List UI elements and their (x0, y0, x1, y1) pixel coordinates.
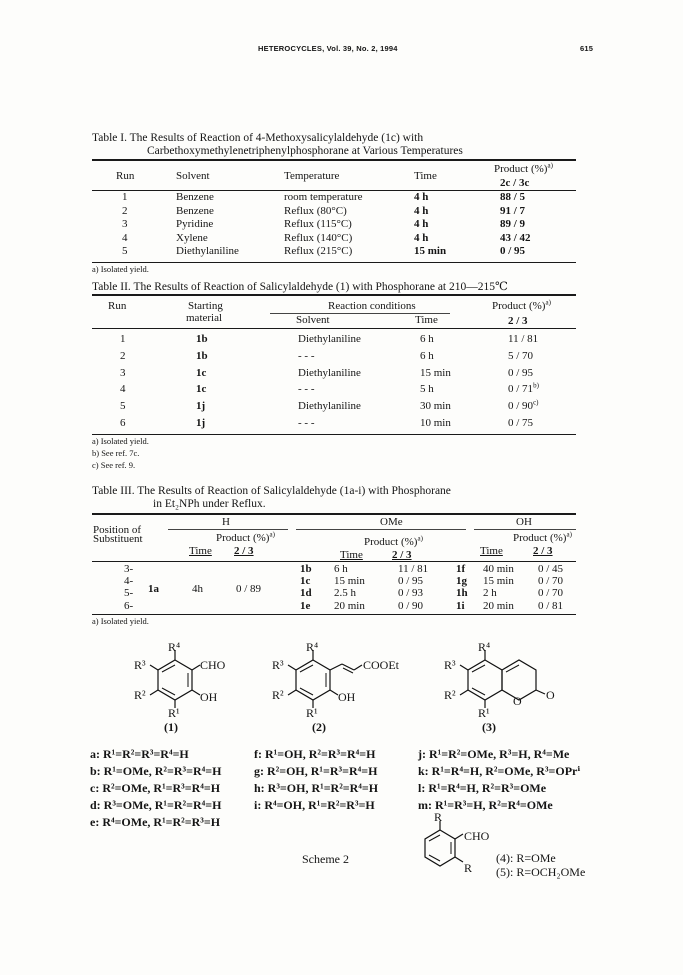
page-number: 615 (580, 44, 594, 53)
substituent-definition: k: R¹=R⁴=H, R²=OMe, R³=OPrⁱ (418, 764, 581, 778)
table3-cell-oh-time: 15 min (483, 575, 514, 588)
table1-cell-time: 4 h (414, 204, 429, 217)
table3-cell-ome-time: 20 min (334, 599, 365, 612)
table3-cell-position: 3- (124, 563, 134, 575)
table3-ome-product-header: Product (%)$^{a)}$ (364, 534, 423, 548)
table1-cell-temperature: Reflux (140°C) (284, 231, 353, 244)
table1-cell-product: 88 / 5 (500, 191, 526, 203)
substituent-definition: f: R¹=OH, R²=R³=R⁴=H (254, 747, 376, 761)
table3-h-time-header: Time (189, 545, 212, 557)
table2-cell-time: 6 h (420, 349, 434, 362)
table1-cell-run: 2 (122, 204, 128, 217)
c3-r3-label: R³ (444, 658, 456, 672)
table3-ome-ratio-header: 2 / 3 (392, 549, 412, 561)
table2-header-ratio: 2 / 3 (508, 315, 528, 327)
table1-cell-temperature: Reflux (115°C) (284, 218, 352, 231)
table2-header-product: Product (%)$^{a)}$ (492, 298, 551, 312)
table1-cell-solvent: Diethylaniline (176, 245, 239, 258)
table2-mid-rule (92, 328, 576, 329)
table3-cell-ome-product: 0 / 90 (398, 599, 424, 612)
journal-header: HETEROCYCLES, Vol. 39, No. 2, 1994 (258, 44, 398, 53)
table2-bottom-rule (92, 434, 576, 435)
compound-4-definition: (4): R=OMe (496, 851, 556, 865)
table2-cell-time: 10 min (420, 417, 451, 429)
table3-cell-ome-product: 11 / 81 (398, 563, 429, 575)
table1-cell-product: 0 / 95 (500, 245, 526, 258)
table2-cell-product: 0 / 71$^{b)}$ (508, 381, 539, 396)
c3-r2-label: R² (444, 688, 456, 702)
table2-cell-product: 0 / 95 (508, 366, 534, 379)
table1-cell-temperature: room temperature (284, 191, 363, 203)
c2-r3-label: R³ (272, 658, 284, 672)
c4-top-r-label: R (434, 810, 443, 824)
table3-bottom-rule (92, 614, 576, 615)
table1-cell-product: 89 / 9 (500, 218, 526, 231)
table2-cell-material: 1c (196, 383, 207, 396)
substituent-definition: c: R²=OMe, R¹=R³=R⁴=H (90, 781, 221, 795)
compound-2-label: (2) (312, 720, 326, 734)
table2-top-rule (92, 294, 576, 296)
table3-h-ratio-header: 2 / 3 (234, 545, 254, 557)
table2-cell-product: 11 / 81 (508, 333, 539, 345)
table3-caption-line2: in Et₂NPh under Reflux. (153, 498, 266, 510)
table3-cell-ome-time: 2.5 h (334, 587, 356, 600)
table2-cell-solvent: Diethylaniline (298, 400, 361, 413)
c1-cho-label: CHO (200, 658, 226, 672)
table3-header-h: H (222, 516, 230, 528)
table1-caption: Table I. The Results of Reaction of 4-Methoxysalicylaldehyde (1c) with (92, 132, 424, 144)
table2-footnote-b: b) See ref. 7c. (92, 448, 140, 458)
substituent-definition: a: R¹=R²=R³=R⁴=H (90, 747, 189, 761)
substituent-definition: g: R²=OH, R¹=R³=R⁴=H (254, 764, 378, 778)
table1-cell-product: 43 / 42 (500, 231, 531, 244)
table3-cell-oh-time: 40 min (483, 563, 514, 575)
table3-ome-time-header: Time (340, 549, 363, 561)
substituent-definition: m: R¹=R³=H, R²=R⁴=OMe (418, 798, 553, 812)
substituent-definition: l: R¹=R⁴=H, R²=R³=OMe (418, 781, 547, 795)
table3-header-position: Position of Substituent (93, 524, 143, 545)
table2-cell-run: 6 (120, 417, 126, 429)
table3-cell-oh-compound: 1i (456, 599, 465, 612)
table3-oh-ratio-header: 2 / 3 (533, 545, 553, 557)
substituent-definition: h: R³=OH, R¹=R²=R⁴=H (254, 781, 379, 795)
table3-mid-rule (92, 561, 576, 562)
compound-4-5-structure (405, 815, 485, 885)
table2-cell-solvent: - - - (298, 417, 315, 429)
substituent-definition: d: R³=OMe, R¹=R²=R⁴=H (90, 798, 222, 812)
compound-2-structure (258, 638, 398, 733)
table1-cell-run: 4 (122, 231, 128, 244)
table1-cell-time: 4 h (414, 218, 429, 231)
table2-caption: Table II. The Results of Reaction of Salicylaldehyde (1) with Phosphorane at 210—215℃ (92, 281, 508, 293)
table1-caption-line2: Carbethoxymethylenetriphenylphosphorane at Various Temperatures (147, 145, 463, 157)
table2-cell-product: 0 / 75 (508, 417, 534, 429)
table3-h-product: 0 / 89 (236, 583, 262, 595)
table3-oh-product-header: Product (%)$^{a)}$ (513, 530, 572, 544)
table2-cell-material: 1j (196, 400, 206, 413)
table3-h-time: 4h (192, 583, 203, 595)
c4-bottom-r-label: R (464, 861, 473, 875)
table3-header-oh: OH (516, 516, 532, 528)
table2-cell-solvent: Diethylaniline (298, 366, 361, 379)
c2-oh-label: OH (338, 690, 356, 704)
table2-cell-material: 1b (196, 333, 208, 345)
table2-cell-material: 1j (196, 417, 206, 429)
table1-top-rule (92, 159, 576, 161)
table2-cell-solvent: Diethylaniline (298, 333, 361, 345)
table2-cell-run: 4 (120, 383, 126, 396)
table3-h-compound: 1a (148, 583, 159, 595)
table3-cell-oh-product: 0 / 81 (538, 599, 564, 612)
table1-cell-solvent: Benzene (176, 191, 214, 203)
table2-header-material: material (186, 312, 223, 324)
table2-cell-time: 30 min (420, 400, 451, 413)
table1-header-product: Product (%)$^{a)}$ (494, 161, 553, 175)
table1-footnote: a) Isolated yield. (92, 264, 149, 274)
table3-top-rule (92, 513, 576, 515)
c1-r4-label: R⁴ (168, 640, 181, 654)
substituent-definition: b: R¹=OMe, R²=R³=R⁴=H (90, 764, 222, 778)
c1-r1-label: R¹ (168, 706, 180, 720)
table2-footnote-c: c) See ref. 9. (92, 460, 136, 470)
table3-footnote: a) Isolated yield. (92, 616, 149, 626)
table1-header-ratio: 2c / 3c (500, 177, 530, 189)
table2-cell-time: 6 h (420, 333, 434, 345)
table3-cell-oh-time: 2 h (483, 587, 497, 600)
table3-cell-ome-compound: 1d (300, 587, 312, 600)
table2-footnote-a: a) Isolated yield. (92, 436, 149, 446)
table1-cell-temperature: Reflux (215°C) (284, 245, 353, 258)
compound-3-structure (430, 638, 570, 733)
c3-r1-label: R¹ (478, 706, 490, 720)
table3-cell-oh-time: 20 min (483, 599, 514, 612)
table1-cell-temperature: Reflux (80°C) (284, 204, 347, 217)
table3-cell-ome-time: 15 min (334, 575, 365, 588)
table2-cell-run: 3 (120, 366, 126, 379)
table2-header-time: Time (415, 314, 438, 326)
table2-cell-solvent: - - - (298, 349, 315, 362)
table3-cell-position: 5- (124, 587, 134, 600)
c1-oh-label: OH (200, 690, 218, 704)
table2-cell-product: 5 / 70 (508, 349, 534, 362)
substituent-list-a-e (90, 746, 221, 831)
table1-cell-product: 91 / 7 (500, 204, 526, 217)
table2-header-starting: Starting (188, 300, 223, 312)
c3-r4-label: R⁴ (478, 640, 491, 654)
table1-header-solvent: Solvent (176, 170, 210, 182)
table1-cell-solvent: Benzene (176, 204, 214, 217)
table3-cell-oh-compound: 1f (456, 563, 466, 575)
c2-r1-label: R¹ (306, 706, 318, 720)
c1-r2-label: R² (134, 688, 146, 702)
table3-ome-rule (296, 529, 466, 530)
table2-cell-material: 1b (196, 349, 208, 362)
table2-header-run: Run (108, 300, 127, 312)
table3-cell-ome-time: 6 h (334, 563, 348, 575)
table2-cell-run: 5 (120, 400, 126, 413)
table1-cell-run: 3 (122, 218, 128, 231)
table2-cell-product: 0 / 90$^{c)}$ (508, 398, 539, 413)
table3-caption: Table III. The Results of Reaction of Salicylaldehyde (1a-i) with Phosphorane (92, 485, 451, 497)
table1-cell-run: 5 (122, 245, 128, 258)
table1-cell-time: 15 min (414, 245, 447, 258)
c4-cho-label: CHO (464, 829, 490, 843)
substituent-definition: i: R⁴=OH, R¹=R²=R³=H (254, 798, 375, 812)
table1-header-time: Time (414, 170, 437, 182)
table2-cell-time: 15 min (420, 366, 451, 379)
substituent-list-j-m (418, 746, 580, 814)
c2-r2-label: R² (272, 688, 284, 702)
table1-bottom-rule (92, 262, 576, 263)
table2-cell-run: 2 (120, 349, 126, 362)
table3-h-product-header: Product (%)$^{a)}$ (216, 530, 275, 544)
table2-header-conditions: Reaction conditions (328, 300, 416, 312)
table3-cell-oh-product: 0 / 70 (538, 575, 564, 588)
table3-oh-rule (474, 529, 576, 530)
substituent-definition: j: R¹=R²=OMe, R³=H, R⁴=Me (418, 747, 570, 761)
table3-cell-ome-compound: 1b (300, 563, 312, 575)
table2-cell-material: 1c (196, 366, 207, 379)
c3-ring-o-label: O (513, 694, 522, 708)
table3-header-ome: OMe (380, 516, 403, 528)
table1-cell-run: 1 (122, 191, 128, 203)
compound-1-label: (1) (164, 720, 178, 734)
table3-cell-position: 6- (124, 599, 134, 612)
table1-cell-time: 4 h (414, 191, 429, 203)
table3-cell-oh-product: 0 / 45 (538, 563, 564, 575)
substituent-list-f-i (254, 746, 378, 814)
table2-cell-solvent: - - - (298, 383, 315, 396)
table3-cell-position: 4- (124, 575, 134, 588)
scheme-title: Scheme 2 (302, 852, 349, 866)
table3-cell-ome-product: 0 / 93 (398, 587, 424, 600)
c2-cooet-label: COOEt (363, 658, 399, 672)
table3-cell-oh-compound: 1h (456, 587, 468, 600)
table1-header-run: Run (116, 170, 135, 182)
c2-r4-label: R⁴ (306, 640, 319, 654)
c1-r3-label: R³ (134, 658, 146, 672)
table2-header-solvent: Solvent (296, 314, 330, 326)
table3-cell-ome-compound: 1e (300, 599, 311, 612)
table3-cell-oh-compound: 1g (456, 575, 467, 588)
table3-cell-ome-product: 0 / 95 (398, 575, 424, 588)
table1-header-temperature: Temperature (284, 170, 340, 182)
table3-cell-oh-product: 0 / 70 (538, 587, 564, 600)
compound-5-definition: (5): R=OCH₂OMe (496, 865, 586, 879)
table2-cell-time: 5 h (420, 383, 434, 396)
table1-cell-solvent: Xylene (176, 231, 208, 244)
table1-cell-solvent: Pyridine (176, 218, 214, 231)
compound-3-label: (3) (482, 720, 496, 734)
substituent-definition: e: R⁴=OMe, R¹=R²=R³=H (90, 815, 221, 829)
table3-cell-ome-compound: 1c (300, 575, 311, 588)
table1-cell-time: 4 h (414, 231, 429, 244)
table2-cell-run: 1 (120, 333, 126, 345)
c3-carbonyl-o-label: O (546, 688, 555, 702)
table3-oh-time-header: Time (480, 545, 503, 557)
